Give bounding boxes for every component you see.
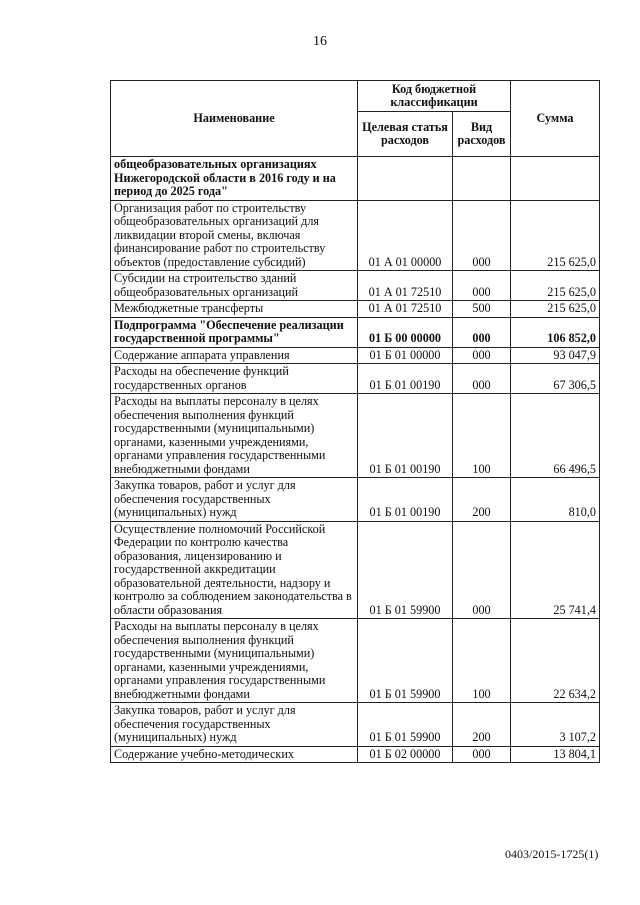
row-name-cell: Организация работ по строительству общеобразовательных организаций для ликвидации второй смены, включая финансирование работ по строительству объектов (предоставление субсидий): [111, 200, 358, 271]
document-code: 0403/2015-1725(1): [505, 847, 599, 861]
row-type-cell: 000: [453, 364, 511, 394]
table-row: [111, 521, 600, 619]
row-type-cell: 100: [453, 394, 511, 478]
row-type-cell: 500: [453, 301, 511, 318]
table-row: [111, 394, 600, 478]
row-name-cell: Межбюджетные трансферты: [111, 301, 358, 318]
row-name-cell: Содержание аппарата управления: [111, 347, 358, 364]
row-name-cell: Подпрограмма "Обеспечение реализации государственной программы": [111, 317, 358, 347]
row-target-cell: 01 Б 01 00000: [358, 347, 453, 364]
row-name-cell: Осуществление полномочий Российской Федерации по контролю качества образования, лицензированию и государственной аккредитации образовательной деятельности, надзору и контролю за соблюдением законодательства в области образования: [111, 521, 358, 619]
row-sum-cell: 810,0: [511, 478, 600, 522]
table-row: [111, 347, 600, 364]
row-target-cell: [358, 157, 453, 201]
row-target-cell: 01 А 01 72510: [358, 301, 453, 318]
row-target-cell: 01 Б 00 00000: [358, 317, 453, 347]
row-target-cell: 01 Б 01 59900: [358, 619, 453, 703]
row-sum-cell: 93 047,9: [511, 347, 600, 364]
table-row: [111, 271, 600, 301]
row-name-cell: Закупка товаров, работ и услуг для обеспечения государственных (муниципальных) нужд: [111, 478, 358, 522]
header-target: Целевая статья расходов: [358, 112, 453, 157]
header-name: Наименование: [111, 81, 358, 157]
row-sum-cell: 215 625,0: [511, 200, 600, 271]
row-sum-cell: 67 306,5: [511, 364, 600, 394]
row-name-cell: общеобразовательных организациях Нижегородской области в 2016 году и на период до 2025 года": [111, 157, 358, 201]
row-type-cell: 000: [453, 347, 511, 364]
row-type-cell: 200: [453, 703, 511, 747]
row-type-cell: 000: [453, 746, 511, 763]
row-target-cell: 01 Б 01 00190: [358, 478, 453, 522]
row-target-cell: 01 Б 01 00190: [358, 394, 453, 478]
row-sum-cell: 66 496,5: [511, 394, 600, 478]
table-row: [111, 317, 600, 347]
row-name-cell: Расходы на обеспечение функций государственных органов: [111, 364, 358, 394]
table-body: [111, 157, 600, 763]
table-row: [111, 619, 600, 703]
row-type-cell: 000: [453, 317, 511, 347]
row-name-cell: Расходы на выплаты персоналу в целях обеспечения выполнения функций государственными (муниципальными) органами, казенными учреждениями, органами управления государственными внебюджетными фондами: [111, 619, 358, 703]
header-type: Вид расходов: [453, 112, 511, 157]
row-name-cell: Закупка товаров, работ и услуг для обеспечения государственных (муниципальных) нужд: [111, 703, 358, 747]
table-row: [111, 746, 600, 763]
row-sum-cell: 22 634,2: [511, 619, 600, 703]
row-sum-cell: 3 107,2: [511, 703, 600, 747]
page-number: 16: [313, 34, 327, 49]
header-sum: Сумма: [511, 81, 600, 157]
table-row: [111, 364, 600, 394]
row-sum-cell: 215 625,0: [511, 301, 600, 318]
budget-table: [110, 80, 600, 763]
row-type-cell: 000: [453, 271, 511, 301]
row-target-cell: 01 Б 01 59900: [358, 521, 453, 619]
row-sum-cell: 106 852,0: [511, 317, 600, 347]
row-target-cell: 01 Б 01 59900: [358, 703, 453, 747]
row-sum-cell: 13 804,1: [511, 746, 600, 763]
row-target-cell: 01 Б 01 00190: [358, 364, 453, 394]
row-name-cell: Содержание учебно-методических: [111, 746, 358, 763]
row-type-cell: 200: [453, 478, 511, 522]
row-sum-cell: 25 741,4: [511, 521, 600, 619]
row-sum-cell: 215 625,0: [511, 271, 600, 301]
row-type-cell: 100: [453, 619, 511, 703]
row-type-cell: 000: [453, 521, 511, 619]
header-code-group: Код бюджетной классификации: [358, 81, 511, 112]
row-target-cell: 01 А 01 00000: [358, 200, 453, 271]
table-row: [111, 200, 600, 271]
row-target-cell: 01 Б 02 00000: [358, 746, 453, 763]
row-sum-cell: [511, 157, 600, 201]
row-name-cell: Субсидии на строительство зданий общеобразовательных организаций: [111, 271, 358, 301]
row-target-cell: 01 А 01 72510: [358, 271, 453, 301]
table-header: [111, 81, 600, 157]
row-name-cell: Расходы на выплаты персоналу в целях обеспечения выполнения функций государственными (муниципальными) органами, казенными учреждениями, органами управления государственными внебюджетными фондами: [111, 394, 358, 478]
row-type-cell: 000: [453, 200, 511, 271]
row-type-cell: [453, 157, 511, 201]
table-row: [111, 703, 600, 747]
table-row: [111, 157, 600, 201]
table-row: [111, 301, 600, 318]
table-row: [111, 478, 600, 522]
